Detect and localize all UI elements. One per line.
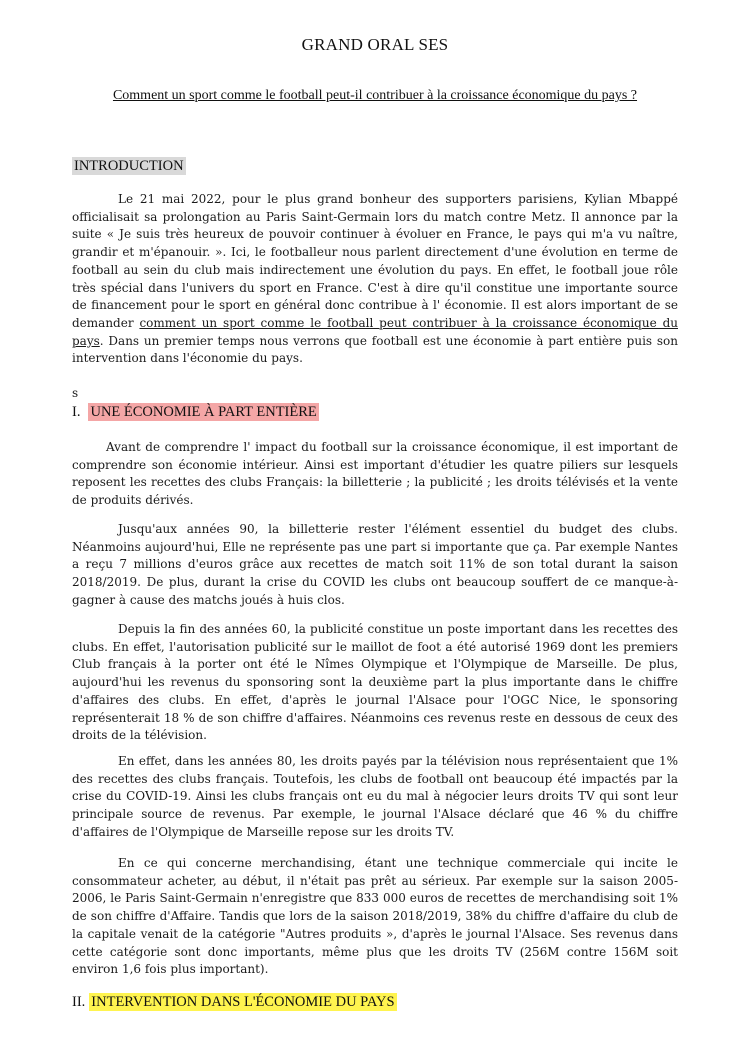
- section1-heading: [72, 403, 319, 421]
- section1-paragraph-3: Depuis la fin des années 60, la publicité constitue un poste important dans les recettes des clubs. En effet, l'autorisation publicité sur le maillot de foot a été autorisé 1969 dont les premiers Club français à la porter ont été le Nîmes Olympique et l'Olympique de Marseille. De plus, aujourd'hui les revenus du sponsoring sont la deuxième part la plus importante dans le chiffre d'affaires des clubs. En effet, d'après le journal l'Alsace pour l'OGC Nice, le sponsoring représenterait 18 % de son chiffre d'affaires. Néanmoins ces revenus reste en dessous de ceux des droits de la télévision.: [72, 622, 678, 743]
- introduction-paragraph: [72, 191, 678, 368]
- document-title: GRAND ORAL SES: [301, 35, 449, 54]
- section1-paragraph-4: En effet, dans les années 80, les droits payés par la télévision nous représentaient que 1% des recettes des clubs français. Toutefois, les clubs de football ont beaucoup été impactés par la crise du COVID-19. Ainsi les clubs français ont eu du mal à négocier leurs droits TV qui sont leur principale source de revenus. Par exemple, le journal l'Alsace déclaré que 46 % du chiffre d'affaires de l'Olympique de Marseille repose sur les droits TV.: [72, 754, 678, 839]
- section2-heading: [72, 993, 397, 1011]
- section1-paragraph-2: Jusqu'aux années 90, la billetterie rester l'élément essentiel du budget des clubs. Néanmoins aujourd'hui, Elle ne représente pas une part si importante que ça. Par exemple Nantes a reçu 7 millions d'euros grâce aux recettes de match soit 11% de son total durant la saison 2018/2019. De plus, durant la crise du COVID les clubs ont beaucoup souffert de ce manque-à-gagner à cause des matchs joués à huis clos.: [72, 522, 678, 607]
- section1-heading-text: UNE ÉCONOMIE À PART ENTIÈRE: [90, 404, 317, 420]
- introduction-text-part1: Le 21 mai 2022, pour le plus grand bonheur des supporters parisiens, Kylian Mbappé officialisait sa prolongation au Paris Saint-Germain lors du match contre Metz. Il annonce par la suite « Je suis très heureux de pouvoir continuer à évoluer en France, le pays qui m'a vu naître, grandir et m'épanouir. ». Ici, le footballeur nous parlent directement d'une évolution en terme de football au sein du club mais indirectement une évolution du pays. En effet, le football joue rôle très spécial dans l'univers du sport en France. C'est à dire qu'il constitue une importante source de financement pour le sport en général donc contribue à l' économie. Il est alors important de se demander: [72, 192, 678, 330]
- section2-numeral: II.: [72, 994, 86, 1010]
- section2-heading-text: INTERVENTION DANS L'ÉCONOMIE DU PAYS: [91, 994, 395, 1010]
- section1-paragraph-1: Avant de comprendre l' impact du football sur la croissance économique, il est important de comprendre son économie intérieur. Ainsi est important d'étudier les quatre piliers sur lesquels reposent les recettes des clubs Français: la billetterie ; la publicité ; les droits télévisés et la vente de produits dérivés.: [72, 440, 678, 508]
- introduction-heading-text: INTRODUCTION: [74, 158, 184, 174]
- document-subtitle: Comment un sport comme le football peut-il contribuer à la croissance économique du pays ?: [112, 88, 638, 103]
- introduction-text-part2: . Dans un premier temps nous verrons que football est une économie à part entière puis son intervention dans l'économie du pays.: [72, 333, 678, 366]
- introduction-heading: [72, 157, 186, 175]
- stray-character: s: [72, 386, 79, 400]
- section1-paragraph-5: En ce qui concerne merchandising, étant une technique commerciale qui incite le consommateur acheter, au début, il n'était pas prêt au sérieux. Par exemple sur la saison 2005-2006, le Paris Saint-Germain n'enregistre que 833 000 euros de recettes de merchandising soit 1% de son chiffre d'Affaire. Tandis que lors de la saison 2018/2019, 38% du chiffre d'affaire du club de la capitale venait de la catégorie "Autres produits », d'après le journal l'Alsace. Ses revenus dans cette catégorie sont donc importants, même plus que les droits TV (256M contre 156M soit environ 1,6 fois plus important).: [72, 856, 678, 977]
- problematique-underlined: comment un sport comme le football peut contribuer à la croissance économique du pays: [72, 315, 678, 348]
- section1-numeral: I.: [72, 404, 81, 420]
